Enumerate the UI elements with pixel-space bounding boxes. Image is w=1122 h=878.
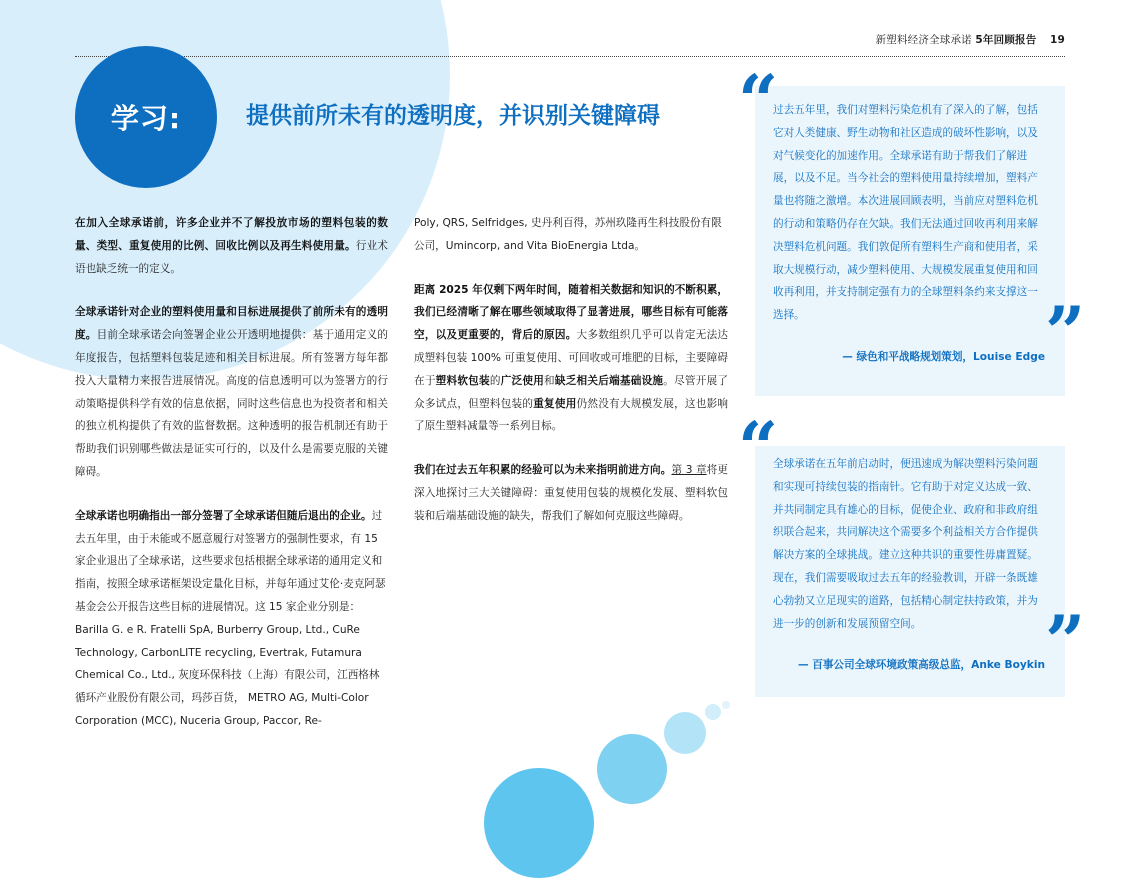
paragraph-text: 将更深入地探讨三大关键障碍：重复使用包装的规模化发展、塑料软包装和后端基础设施的缺失，帮我们了解如何克服这些障碍。 [414, 464, 728, 522]
paragraph [75, 505, 388, 733]
page-number: 19 [1049, 34, 1065, 46]
paragraph-text: 目前全球承诺会向签署企业公开透明地提供：基于通用定义的年度报告，包括塑料包装足迹和相关目标进展。所有签署方每年都投入大量精力来报告进展情况。高度的信息透明可以为签署方的行动策略提供科学有效的信息依据，同时这些信息也为投资者和相关的独立机构提供了有效的监督数据。这种透明的报告机制还有助于帮助我们识别哪些做法是证实可行的，以及什么是需要克服的关键障碍。 [75, 329, 389, 478]
emphasis-text: 缺乏相关后端基础设施 [554, 374, 664, 387]
bottom-bubble-decoration [705, 704, 721, 720]
bottom-bubble-decoration [722, 701, 730, 709]
emphasis-text: 重复使用 [533, 397, 577, 410]
paragraph-text: 的 [489, 374, 501, 387]
paragraph [75, 301, 388, 483]
paragraph-text: 大多数组织几乎可以肯定无法达成塑料包装 100% 可重复使用、可回收或可堆肥的目标，主要障碍在于 [414, 329, 729, 387]
section-badge [75, 46, 217, 188]
bottom-bubble-decoration [484, 768, 594, 878]
report-title-bold: 5年回顾报告 [975, 34, 1037, 46]
quote-attribution: — 绿色和平战略规划策划，Louise Edge [842, 351, 1045, 363]
emphasis-text: 广泛使用 [500, 374, 545, 387]
bottom-bubble-decoration [597, 734, 667, 804]
open-quote-icon: “ [738, 59, 779, 142]
paragraph-lead: 全球承诺针对企业的塑料使用量和目标进展提供了前所未有的透明度。 [75, 306, 388, 342]
close-quote-icon: ” [1045, 291, 1086, 374]
open-quote-icon: “ [738, 406, 779, 489]
bottom-bubble-decoration [664, 712, 706, 754]
section-badge-label: 学习: [110, 102, 182, 135]
quote-attribution: — 百事公司全球环境政策高级总监，Anke Boykin [797, 659, 1045, 671]
paragraph-lead: 距离 2025 年仅剩下两年时间，随着相关数据和知识的不断积累，我们已经清晰了解在哪些领域取得了显著进展，哪些目标有可能落空，以及更重要的，背后的原因。 [414, 283, 728, 342]
paragraph-lead: 全球承诺也明确指出一部分签署了全球承诺但随后退出的企业。 [75, 509, 372, 522]
paragraph-lead: 我们在过去五年积累的经验可以为未来指明前进方向。 [414, 464, 672, 477]
quote-text: 全球承诺在五年前启动时，便迅速成为解决塑料污染问题和实现可持续包装的指南针。它有助于对定义达成一致、并共同制定具有雄心的目标，促使企业、政府和非政府组织联合起来，共同解决这个需要多个利益相关方合作提供解决方案的全球挑战。建立这种共识的重要性毋庸置疑。现在，我们需要吸取过去五年的经验教训，开辟一条既雄心勃勃又立足现实的道路，包括精心制定扶持政策，并为进一步的创新和发展预留空间。 [773, 458, 1038, 630]
quote-text: 过去五年里，我们对塑料污染危机有了深入的了解，包括它对人类健康、野生动物和社区造成的破坏性影响，以及对气候变化的加速作用。全球承诺有助于帮我们了解进展，以及不足。当今社会的塑料使用量持续增加，塑料产量也将随之激增。本次进展回顾表明，当前应对塑料危机的行动和策略仍存在欠缺。我们无法通过回收再利用来解决塑料危机问题。我们敦促所有塑料生产商和使用者，采取大规模行动，减少塑料使用、大规模发展重复使用和回收再利用，并支持制定强有力的全球塑料条约来支撑这一选择。 [773, 104, 1038, 322]
paragraph [414, 212, 728, 258]
quote-box-greenpeace [755, 86, 1065, 396]
paragraph [414, 279, 728, 439]
paragraph-text: 行业术语也缺乏统一的定义。 [75, 239, 389, 275]
paragraph-text: 仍然没有大规模发展，这也影响了原生塑料减量等一系列目标。 [414, 397, 729, 433]
page-header [876, 32, 1065, 47]
paragraph [75, 212, 388, 280]
paragraph-text: Poly, QRS, Selfridges, 史丹利百得，苏州玖隆再生科技股份有限公司，Umincorp, and Vita BioEnergia Ltda。 [414, 217, 722, 252]
paragraph-text: 。尽管开展了众多试点，但塑料包装的 [414, 374, 729, 410]
paragraph-text: 和 [544, 374, 555, 387]
body-column-middle [414, 212, 728, 549]
chapter-3-link[interactable]: 第 3 章 [671, 464, 707, 477]
header-divider [75, 56, 1065, 57]
report-title: 新塑料经济全球承诺 [875, 34, 972, 46]
emphasis-text: 塑料软包装 [435, 374, 490, 387]
paragraph-text: 过去五年里，由于未能或不愿意履行对签署方的强制性要求，有 15 家企业退出了全球承诺，这些要求包括根据全球承诺的通用定义和指南，按照全球承诺框架设定量化目标，并每年通过艾伦·麦克阿瑟基金会公开报告这些目标的进展情况。这 15 家企业分别是：Barilla G. e R. Fratelli SpA, Burberry Group, Ltd., CuRe Technology, CarbonLITE recycling, Evertrak, Futamura Chemical Co., Ltd., 灰度环保科技（上海）有限公司，江西格林循环产业股份有限公司，玛莎百货， METRO AG, Multi-Color Corporation (MCC), Nuceria Group, Paccor, Re- [75, 509, 386, 727]
quote-box-pepsico [755, 446, 1065, 697]
section-headline: 提供前所未有的透明度，并识别关键障碍 [246, 103, 660, 129]
close-quote-icon: ” [1045, 600, 1086, 683]
body-column-left [75, 212, 388, 754]
paragraph-lead: 在加入全球承诺前，许多企业并不了解投放市场的塑料包装的数量、类型、重复使用的比例、回收比例以及再生料使用量。 [75, 217, 388, 252]
paragraph [414, 459, 728, 527]
